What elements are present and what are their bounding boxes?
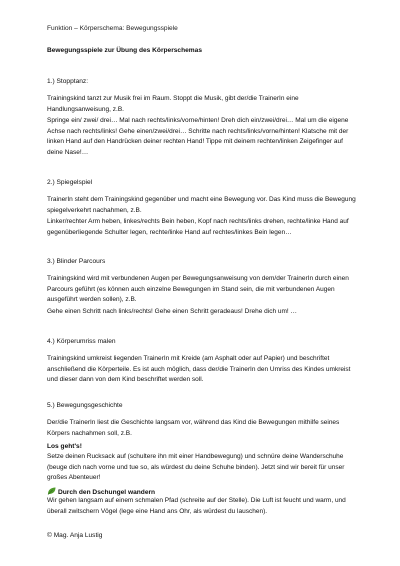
story-part-text: Setze deinen Rucksack auf (schultere ihn mit einer Handbewegung) und schnüre deine Wanderschuhe (beuge dich nach vorne und tue so, als würdest du deine Schuhe binden). Jetzt sind wir bereit für unser großes Abenteuer! <box>47 453 345 482</box>
page-footer: © Mag. Anja Lustig <box>47 532 103 539</box>
section-paragraph: Gehe einen Schritt nach links/rechts! Gehe einen Schritt geradeaus! Drehe dich um! … <box>47 308 298 315</box>
section-paragraph: Trainingskind tanzt zur Musik frei im Raum. Stoppt die Musik, gibt der/die TrainerIn eine Handlungsanweisung, z.B. <box>47 95 299 113</box>
section-paragraph: Trainingskind umkreist liegenden TrainerIn mit Kreide (am Asphalt oder auf Papier) und beschriftet anschließend die Körperteile. Es ist auch möglich, dass der/die TrainerIn den Umriss des Kindes umkreist und dieser dann von dem Kind beschriftet werden soll. <box>47 355 351 384</box>
page-header: Funktion – Körperschema: Bewegungsspiele <box>47 25 178 32</box>
story-part-title-jungle <box>47 487 155 496</box>
story-part-text: Wir gehen langsam auf einem schmalen Pfad (schreite auf der Stelle). Die Luft ist feucht und warm, und überall zwitschern Vögel (lege eine Hand ans Ohr, als würdest du lauschen). <box>47 497 346 515</box>
section-heading-koerperumriss: 4.) Körperumriss malen <box>47 338 116 345</box>
section-heading-stopptanz: 1.) Stopptanz: <box>47 78 89 85</box>
section-paragraph: Der/die TrainerIn liest die Geschichte langsam vor, während das Kind die Bewegungen mithilfe seines Körpers nachahmen soll, z.B. <box>47 419 340 437</box>
section-heading-bewegungsgeschichte: 5.) Bewegungsgeschichte <box>47 402 123 409</box>
story-part-title: Los geht's! <box>47 443 82 450</box>
document-title: Bewegungsspiele zur Übung des Körperschemas <box>47 47 202 54</box>
section-paragraph: Springe ein/ zwei/ drei… Mal nach rechts/links/vorne/hinten! Dreh dich ein/zwei/drei… Mal um die eigene Achse nach rechts/links! Gehe einen/zwei/drei… Schritte nach rechts/links/vorne/hinten! Klatsche mit der linken Hand auf den Handrücken deiner rechten Hand! Tippe mit deinem rechten/linken Zeigefinger auf deine Nase!… <box>47 117 349 156</box>
section-paragraph: Linker/rechter Arm heben, linkes/rechts Bein heben, Kopf nach rechts/links drehen, rechte/linke Hand auf gegenüberliegende Schulter legen, rechte/linke Hand auf rechtes/linkes Bein legen… <box>47 218 349 236</box>
section-paragraph: TrainerIn steht dem Trainingskind gegenüber und macht eine Bewegung vor. Das Kind muss die Bewegung spiegelverkehrt nachahmen, z.B. <box>47 196 356 214</box>
leaf-icon <box>47 487 56 495</box>
story-part-title-label: Durch den Dschungel wandern <box>58 489 156 496</box>
section-heading-spiegelspiel: 2.) Spiegelspiel <box>47 179 93 186</box>
section-heading-blinder-parcours: 3.) Blinder Parcours <box>47 258 106 265</box>
section-paragraph: Trainingskind wird mit verbundenen Augen per Bewegungsanweisung von dem/der TrainerIn durch einen Parcours geführt (es können auch einzelne Bewegungen im Stand sein, die mit verbundenen Augen ausgeführt werden sollen), z.B. <box>47 275 349 304</box>
